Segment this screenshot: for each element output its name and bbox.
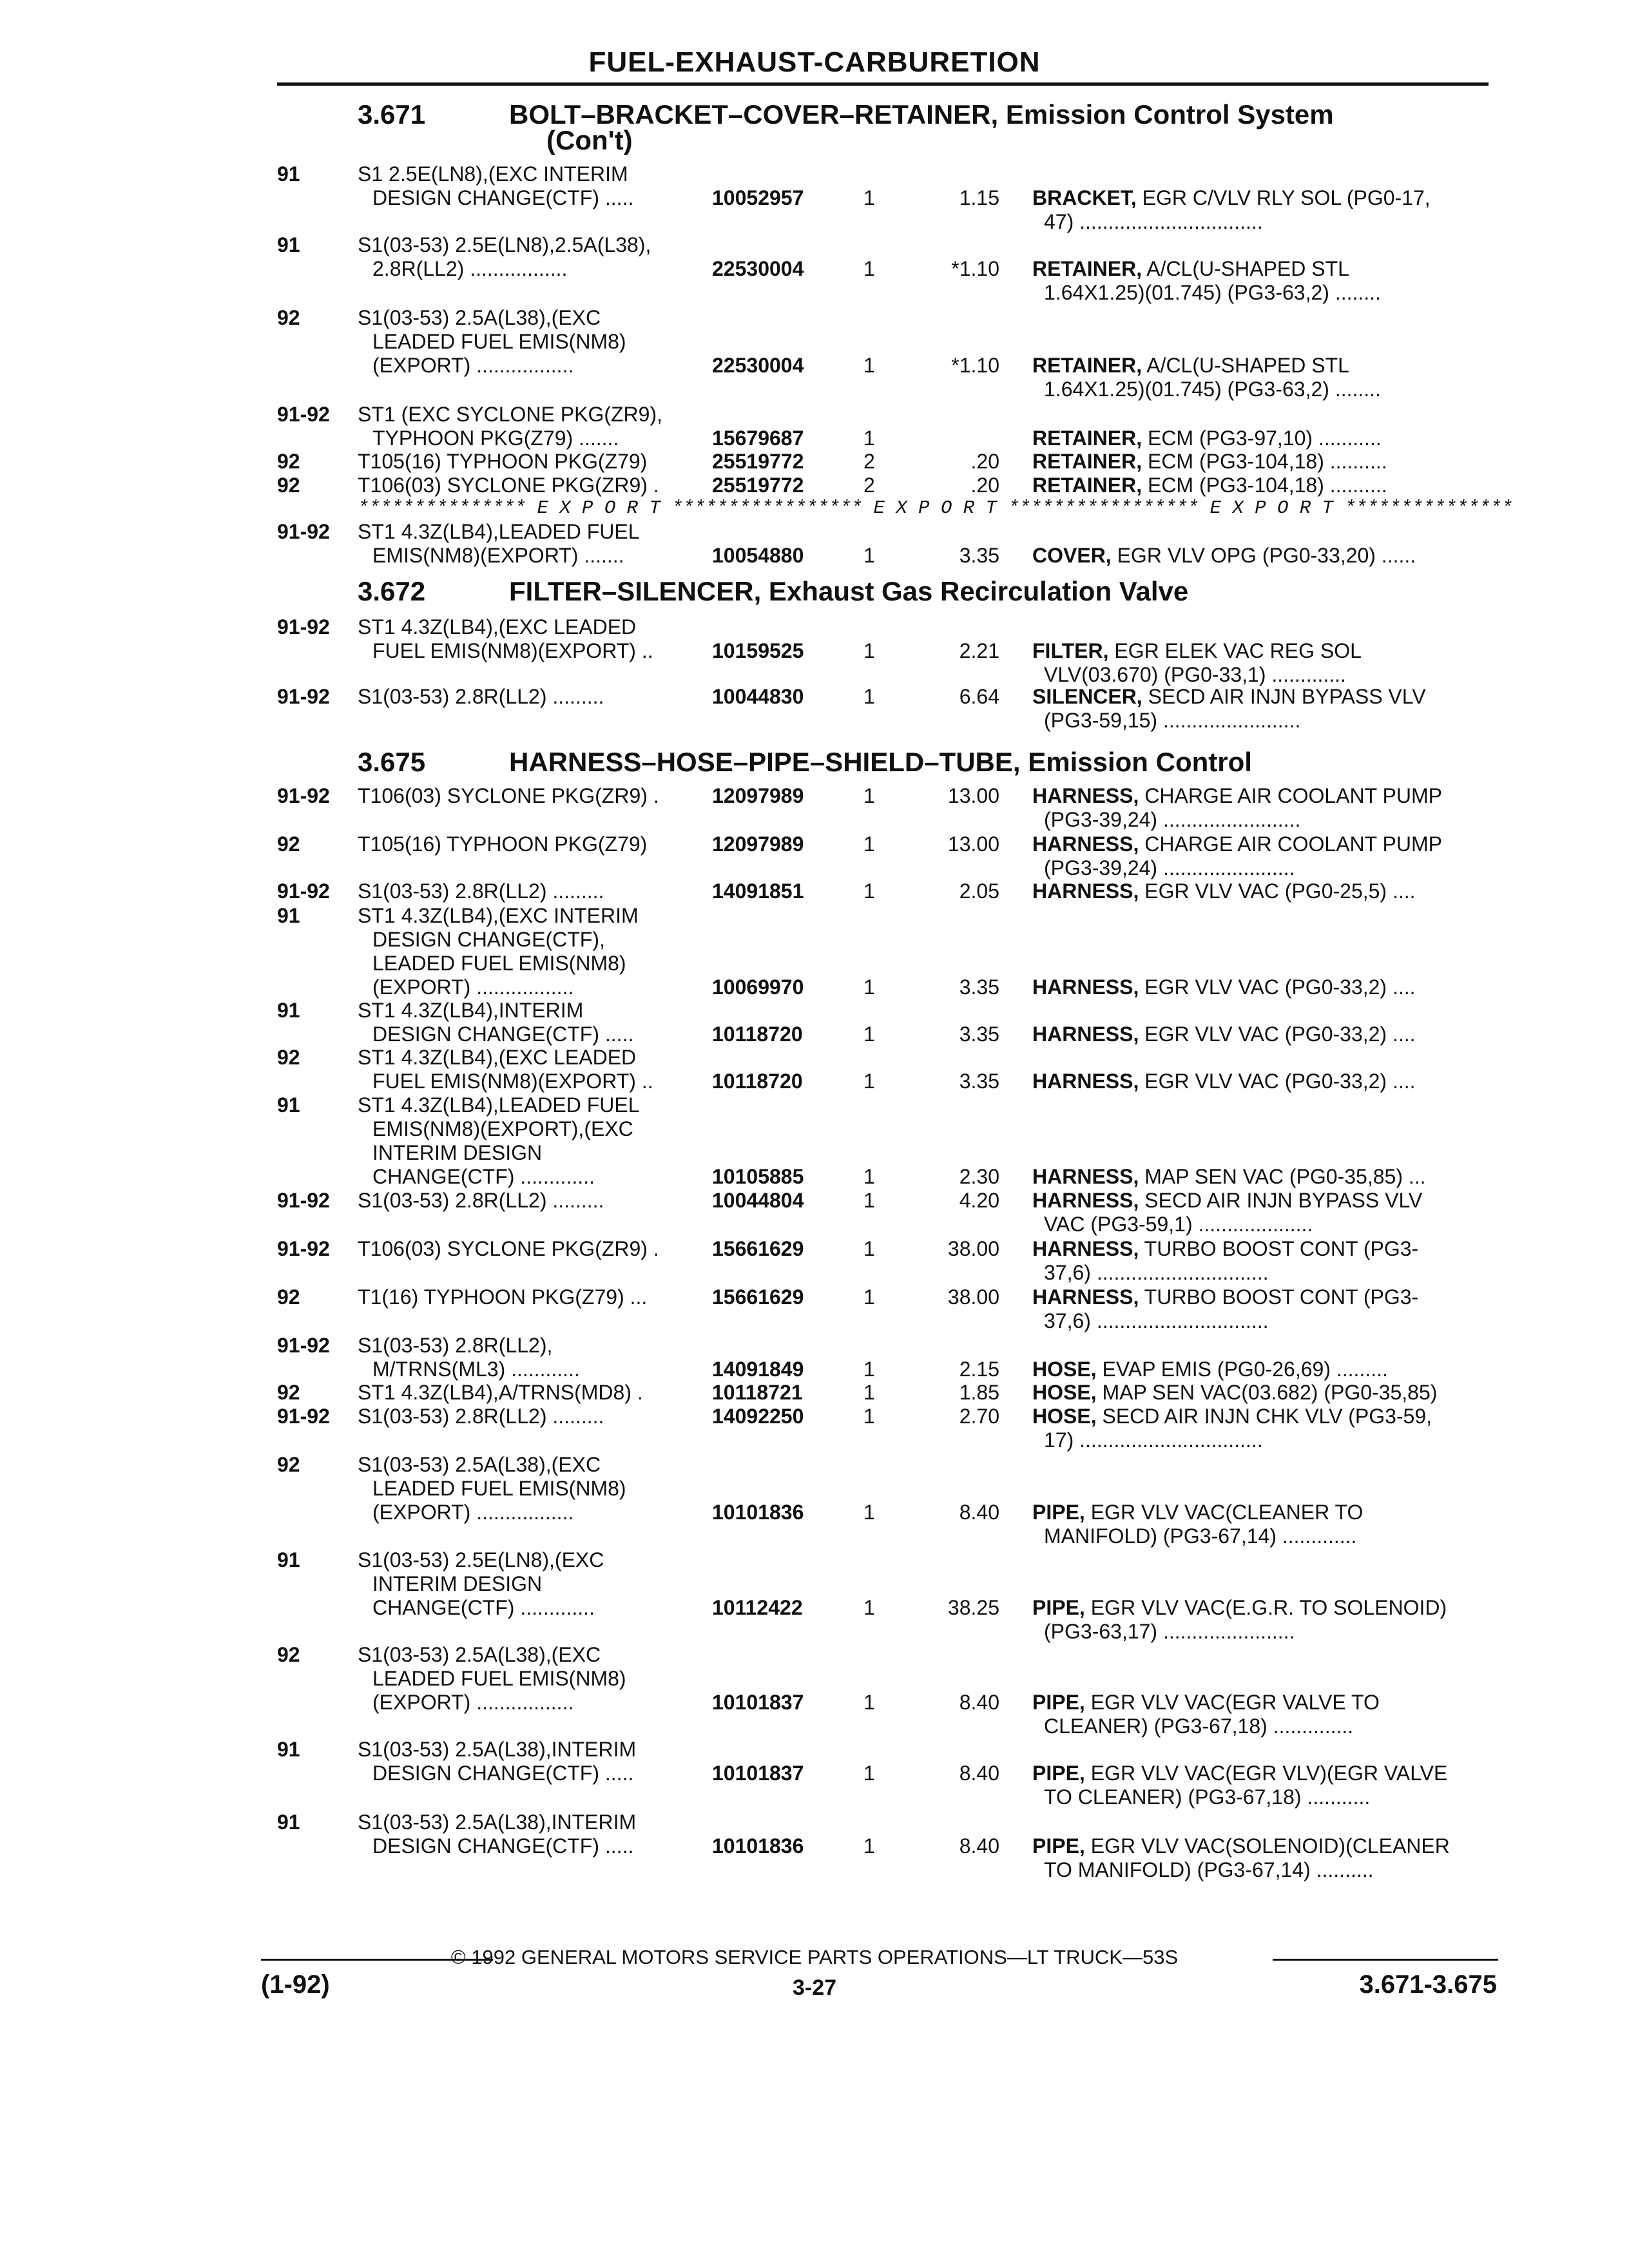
part-number: 25519772 bbox=[712, 474, 804, 497]
quantity: 1 bbox=[863, 784, 875, 807]
entry-year: 91 bbox=[277, 1811, 300, 1834]
section-number: 3.671 bbox=[358, 99, 426, 130]
item-description-line: MANIFOLD) (PG3-67,14) ............. bbox=[1044, 1524, 1357, 1548]
item-name: HARNESS, bbox=[1032, 975, 1139, 999]
price: 3.35 bbox=[959, 1070, 999, 1093]
entry-description-line: ST1 4.3Z(LB4),(EXC LEADED bbox=[358, 615, 637, 639]
quantity: 1 bbox=[863, 1237, 875, 1260]
entry-description-line: EMIS(NM8)(EXPORT),(EXC bbox=[372, 1117, 633, 1140]
part-number: 10112422 bbox=[712, 1596, 803, 1619]
item-detail: EGR VLV VAC (PG0-33,2) .... bbox=[1139, 975, 1416, 999]
part-number: 10118720 bbox=[712, 1070, 803, 1093]
part-number: 14091849 bbox=[712, 1358, 804, 1381]
price: 38.00 bbox=[947, 1237, 999, 1260]
item-detail: TURBO BOOST CONT (PG3- bbox=[1139, 1285, 1419, 1309]
entry-description-line: (EXPORT) ................. bbox=[372, 354, 574, 377]
part-number: 22530004 bbox=[712, 354, 804, 377]
entry-year: 92 bbox=[277, 1643, 300, 1666]
item-name: HARNESS, bbox=[1032, 784, 1139, 807]
section-title: HARNESS–HOSE–PIPE–SHIELD–TUBE, Emission Control bbox=[509, 747, 1252, 777]
entry-description-line: INTERIM DESIGN bbox=[372, 1141, 543, 1164]
item-name: BRACKET, bbox=[1032, 186, 1137, 209]
item-name: RETAINER, bbox=[1032, 450, 1142, 473]
entry-description-line: DESIGN CHANGE(CTF) ..... bbox=[372, 186, 634, 209]
part-number: 12097989 bbox=[712, 784, 804, 807]
quantity: 1 bbox=[863, 975, 875, 999]
entry-year: 91 bbox=[277, 1738, 300, 1761]
item-description-line: (PG3-39,24) ....................... bbox=[1044, 856, 1295, 879]
section-number: 3.675 bbox=[358, 747, 426, 777]
entry-description-line: LEADED FUEL EMIS(NM8) bbox=[372, 1667, 626, 1690]
quantity: 1 bbox=[863, 1762, 875, 1785]
price: 8.40 bbox=[959, 1501, 999, 1524]
item-description-line bbox=[1032, 784, 1442, 808]
part-number: 10118720 bbox=[712, 1023, 803, 1046]
price: 8.40 bbox=[959, 1691, 999, 1714]
part-number: 12097989 bbox=[712, 832, 804, 856]
item-detail: EGR ELEK VAC REG SOL bbox=[1108, 639, 1362, 662]
price: 2.30 bbox=[959, 1165, 999, 1188]
entry-year: 92 bbox=[277, 1285, 300, 1309]
item-description-line: 37,6) .............................. bbox=[1044, 1261, 1269, 1284]
item-name: PIPE, bbox=[1032, 1762, 1085, 1785]
part-number: 10044830 bbox=[712, 685, 804, 708]
entry-year: 91-92 bbox=[277, 1237, 330, 1260]
entry-year: 91-92 bbox=[277, 1334, 330, 1357]
quantity: 1 bbox=[863, 1834, 875, 1858]
entry-description-line: DESIGN CHANGE(CTF) ..... bbox=[372, 1023, 634, 1046]
entry-description-line: 2.8R(LL2) ................. bbox=[372, 257, 568, 280]
entry-description-line: S1(03-53) 2.8R(LL2) ......... bbox=[358, 1189, 604, 1212]
entry-year: 92 bbox=[277, 450, 300, 473]
item-description-line bbox=[1032, 427, 1382, 450]
export-separator: *************** E X P O R T ***************** E X P O R T ***************** E X P O R T *************** bbox=[358, 497, 1513, 519]
item-detail: EGR C/VLV RLY SOL (PG0-17, bbox=[1136, 186, 1431, 209]
item-name: PIPE, bbox=[1032, 1501, 1085, 1524]
item-description-line bbox=[1032, 257, 1349, 281]
item-detail: EGR VLV VAC(EGR VALVE TO bbox=[1084, 1691, 1380, 1714]
entry-year: 91-92 bbox=[277, 615, 330, 639]
item-detail: EGR VLV OPG (PG0-33,20) ...... bbox=[1111, 544, 1416, 567]
item-description-line bbox=[1032, 1165, 1426, 1189]
part-number: 15679687 bbox=[712, 427, 804, 450]
item-description-line: (PG3-63,17) ....................... bbox=[1044, 1620, 1295, 1643]
part-number: 10069970 bbox=[712, 975, 804, 999]
entry-description-line: ST1 4.3Z(LB4),LEADED FUEL bbox=[358, 1093, 640, 1117]
part-number: 10101837 bbox=[712, 1762, 804, 1785]
item-description-line: TO MANIFOLD) (PG3-67,14) .......... bbox=[1044, 1858, 1374, 1881]
entry-year: 91-92 bbox=[277, 1189, 330, 1212]
part-number: 10105885 bbox=[712, 1165, 804, 1188]
part-number: 10052957 bbox=[712, 186, 804, 209]
quantity: 1 bbox=[863, 1596, 875, 1619]
entry-description-line: S1(03-53) 2.5A(L38),(EXC bbox=[358, 306, 601, 329]
item-detail: MAP SEN VAC (PG0-35,85) ... bbox=[1139, 1165, 1426, 1188]
item-description-line bbox=[1032, 1237, 1418, 1261]
item-detail: EVAP EMIS (PG0-26,69) ......... bbox=[1096, 1358, 1388, 1381]
item-description-line: 47) ................................ bbox=[1044, 210, 1263, 233]
footer-copyright: © 1992 GENERAL MOTORS SERVICE PARTS OPERATIONS—LT TRUCK—53S bbox=[450, 1946, 1179, 1968]
item-detail: SECD AIR INJN BYPASS VLV bbox=[1139, 1189, 1423, 1212]
section-continued: (Con't) bbox=[546, 125, 633, 155]
entry-description-line: (EXPORT) ................. bbox=[372, 975, 574, 999]
price: 13.00 bbox=[947, 784, 999, 807]
entry-year: 91-92 bbox=[277, 784, 330, 807]
item-description-line: VLV(03.670) (PG0-33,1) ............. bbox=[1044, 663, 1346, 686]
entry-year: 92 bbox=[277, 832, 300, 856]
entry-description-line: T105(16) TYPHOON PKG(Z79) bbox=[358, 832, 648, 856]
part-number: 10101836 bbox=[712, 1834, 804, 1858]
entry-description-line: (EXPORT) ................. bbox=[372, 1501, 574, 1524]
price: 38.00 bbox=[947, 1285, 999, 1309]
entry-description-line: S1(03-53) 2.8R(LL2) ......... bbox=[358, 685, 604, 708]
entry-description-line: TYPHOON PKG(Z79) ....... bbox=[372, 427, 619, 450]
part-number: 15661629 bbox=[712, 1237, 804, 1260]
price: 1.85 bbox=[959, 1381, 999, 1404]
part-number: 10101837 bbox=[712, 1691, 804, 1714]
item-name: PIPE, bbox=[1032, 1596, 1085, 1619]
entry-description-line: T106(03) SYCLONE PKG(ZR9) . bbox=[358, 784, 659, 807]
item-description-line bbox=[1032, 1501, 1363, 1524]
item-name: PIPE, bbox=[1032, 1834, 1085, 1858]
entry-year: 91-92 bbox=[277, 520, 330, 543]
quantity: 1 bbox=[863, 1358, 875, 1381]
item-description-line bbox=[1032, 544, 1416, 568]
item-description-line bbox=[1032, 1023, 1416, 1046]
price: 8.40 bbox=[959, 1834, 999, 1858]
entry-description-line: S1(03-53) 2.5A(L38),(EXC bbox=[358, 1453, 601, 1476]
quantity: 1 bbox=[863, 1501, 875, 1524]
price: *1.10 bbox=[951, 257, 999, 280]
quantity: 1 bbox=[863, 257, 875, 280]
item-description-line: 1.64X1.25)(01.745) (PG3-63,2) ........ bbox=[1044, 281, 1381, 304]
quantity: 1 bbox=[863, 1381, 875, 1404]
entry-year: 92 bbox=[277, 1046, 300, 1069]
entry-description-line: ST1 (EXC SYCLONE PKG(ZR9), bbox=[358, 403, 662, 426]
entry-description-line: ST1 4.3Z(LB4),INTERIM bbox=[358, 999, 584, 1022]
quantity: 1 bbox=[863, 354, 875, 377]
item-detail: EGR VLV VAC(EGR VLV)(EGR VALVE bbox=[1084, 1762, 1448, 1785]
entry-year: 91 bbox=[277, 233, 300, 256]
item-description-line: 37,6) .............................. bbox=[1044, 1309, 1269, 1332]
quantity: 1 bbox=[863, 832, 875, 856]
price: *1.10 bbox=[951, 354, 999, 377]
item-name: HARNESS, bbox=[1032, 1237, 1139, 1260]
item-description-line bbox=[1032, 354, 1349, 378]
price: 38.25 bbox=[947, 1596, 999, 1619]
part-number: 14091851 bbox=[712, 879, 804, 903]
item-detail: EGR VLV VAC(CLEANER TO bbox=[1084, 1501, 1364, 1524]
quantity: 1 bbox=[863, 427, 875, 450]
item-detail: A/CL(U-SHAPED STL bbox=[1142, 354, 1349, 377]
entry-description-line: S1(03-53) 2.5A(L38),(EXC bbox=[358, 1643, 601, 1666]
price: 2.05 bbox=[959, 879, 999, 903]
quantity: 1 bbox=[863, 1189, 875, 1212]
entry-description-line: FUEL EMIS(NM8)(EXPORT) .. bbox=[372, 1070, 653, 1093]
entry-description-line: LEADED FUEL EMIS(NM8) bbox=[372, 330, 626, 353]
entry-year: 91 bbox=[277, 999, 300, 1022]
quantity: 1 bbox=[863, 1070, 875, 1093]
price: 3.35 bbox=[959, 544, 999, 567]
entry-description-line: T1(16) TYPHOON PKG(Z79) ... bbox=[358, 1285, 648, 1309]
entry-year: 91 bbox=[277, 1093, 300, 1117]
entry-description-line: T106(03) SYCLONE PKG(ZR9) . bbox=[358, 1237, 659, 1260]
entry-description-line: S1(03-53) 2.5A(L38),INTERIM bbox=[358, 1738, 637, 1761]
entry-year: 92 bbox=[277, 474, 300, 497]
entry-description-line: M/TRNS(ML3) ............ bbox=[372, 1358, 580, 1381]
entry-description-line: LEADED FUEL EMIS(NM8) bbox=[372, 1477, 626, 1500]
footer-page-number: 3-27 bbox=[792, 1975, 837, 2000]
item-description-line: (PG3-39,24) ........................ bbox=[1044, 808, 1301, 831]
item-description-line bbox=[1032, 1762, 1447, 1785]
section-number: 3.672 bbox=[358, 576, 426, 606]
section-title: BOLT–BRACKET–COVER–RETAINER, Emission Control System bbox=[509, 99, 1334, 130]
entry-year: 92 bbox=[277, 1381, 300, 1404]
quantity: 1 bbox=[863, 1285, 875, 1309]
entry-description-line: EMIS(NM8)(EXPORT) ....... bbox=[372, 544, 624, 567]
item-description-line bbox=[1032, 1834, 1450, 1858]
item-detail: EGR VLV VAC (PG0-25,5) .... bbox=[1139, 879, 1416, 903]
quantity: 2 bbox=[863, 450, 875, 473]
part-number: 10054880 bbox=[712, 544, 804, 567]
item-detail: EGR VLV VAC(SOLENOID)(CLEANER bbox=[1084, 1834, 1450, 1858]
price: 3.35 bbox=[959, 1023, 999, 1046]
item-name: HARNESS, bbox=[1032, 1285, 1139, 1309]
item-name: RETAINER, bbox=[1032, 474, 1142, 497]
entry-year: 91-92 bbox=[277, 879, 330, 903]
entry-description-line: INTERIM DESIGN bbox=[372, 1572, 543, 1595]
item-description-line bbox=[1032, 1596, 1447, 1620]
part-number: 15661629 bbox=[712, 1285, 804, 1309]
item-description-line: (PG3-59,15) ........................ bbox=[1044, 709, 1301, 732]
quantity: 1 bbox=[863, 639, 875, 662]
quantity: 1 bbox=[863, 1691, 875, 1714]
part-number: 10118721 bbox=[712, 1381, 803, 1404]
footer-date: (1-92) bbox=[261, 1970, 330, 1999]
item-detail: SECD AIR INJN BYPASS VLV bbox=[1142, 685, 1426, 708]
item-description-line bbox=[1032, 832, 1442, 856]
price: .20 bbox=[970, 474, 999, 497]
part-number: 22530004 bbox=[712, 257, 804, 280]
item-description-line bbox=[1032, 1381, 1437, 1405]
part-number: 10101836 bbox=[712, 1501, 804, 1524]
item-description-line: VAC (PG3-59,1) .................... bbox=[1044, 1213, 1313, 1236]
item-description-line bbox=[1032, 1070, 1416, 1093]
page-header-title: FUEL-EXHAUST-CARBURETION bbox=[588, 46, 1041, 78]
entry-description-line: S1(03-53) 2.5E(LN8),(EXC bbox=[358, 1548, 604, 1571]
entry-description-line: CHANGE(CTF) ............. bbox=[372, 1165, 595, 1188]
price: .20 bbox=[970, 450, 999, 473]
entry-description-line: S1(03-53) 2.5A(L38),INTERIM bbox=[358, 1811, 637, 1834]
entry-year: 92 bbox=[277, 1453, 300, 1476]
item-detail: CHARGE AIR COOLANT PUMP bbox=[1139, 784, 1442, 807]
item-detail: ECM (PG3-104,18) .......... bbox=[1142, 474, 1387, 497]
item-name: HOSE, bbox=[1032, 1358, 1097, 1381]
entry-description-line: S1(03-53) 2.8R(LL2) ......... bbox=[358, 1405, 604, 1428]
entry-description-line: FUEL EMIS(NM8)(EXPORT) .. bbox=[372, 639, 653, 662]
item-detail: SECD AIR INJN CHK VLV (PG3-59, bbox=[1096, 1405, 1432, 1428]
entry-description-line: S1 2.5E(LN8),(EXC INTERIM bbox=[358, 162, 628, 186]
quantity: 1 bbox=[863, 186, 875, 209]
price: 8.40 bbox=[959, 1762, 999, 1785]
item-description-line bbox=[1032, 1405, 1432, 1428]
item-description-line bbox=[1032, 879, 1416, 903]
price: 2.15 bbox=[959, 1358, 999, 1381]
entry-description-line: T105(16) TYPHOON PKG(Z79) bbox=[358, 450, 648, 473]
entry-description-line: ST1 4.3Z(LB4),LEADED FUEL bbox=[358, 520, 640, 543]
item-name: HOSE, bbox=[1032, 1405, 1097, 1428]
entry-year: 91 bbox=[277, 904, 300, 927]
item-description-line bbox=[1032, 1189, 1422, 1213]
item-detail: ECM (PG3-97,10) ........... bbox=[1142, 427, 1382, 450]
item-description-line: CLEANER) (PG3-67,18) .............. bbox=[1044, 1715, 1354, 1738]
item-description-line bbox=[1032, 474, 1387, 497]
item-detail: EGR VLV VAC (PG0-33,2) .... bbox=[1139, 1070, 1416, 1093]
quantity: 1 bbox=[863, 685, 875, 708]
quantity: 1 bbox=[863, 1165, 875, 1188]
quantity: 1 bbox=[863, 879, 875, 903]
entry-description-line: (EXPORT) ................. bbox=[372, 1691, 574, 1714]
item-name: SILENCER, bbox=[1032, 685, 1142, 708]
entry-description-line: CHANGE(CTF) ............. bbox=[372, 1596, 595, 1619]
part-number: 10044804 bbox=[712, 1189, 804, 1212]
item-detail: EGR VLV VAC(E.G.R. TO SOLENOID) bbox=[1084, 1596, 1447, 1619]
price: 2.70 bbox=[959, 1405, 999, 1428]
price: 1.15 bbox=[959, 186, 999, 209]
section-title: FILTER–SILENCER, Exhaust Gas Recirculation Valve bbox=[509, 576, 1189, 606]
item-description-line bbox=[1032, 1285, 1418, 1309]
item-detail: EGR VLV VAC (PG0-33,2) .... bbox=[1139, 1023, 1416, 1046]
item-description-line: 1.64X1.25)(01.745) (PG3-63,2) ........ bbox=[1044, 378, 1381, 401]
price: 2.21 bbox=[959, 639, 999, 662]
price: 6.64 bbox=[959, 685, 999, 708]
entry-year: 91 bbox=[277, 1548, 300, 1571]
entry-description-line: ST1 4.3Z(LB4),A/TRNS(MD8) . bbox=[358, 1381, 643, 1404]
item-name: RETAINER, bbox=[1032, 427, 1142, 450]
item-detail: TURBO BOOST CONT (PG3- bbox=[1139, 1237, 1419, 1260]
entry-description-line: S1(03-53) 2.8R(LL2), bbox=[358, 1334, 553, 1357]
entry-year: 92 bbox=[277, 306, 300, 329]
item-description-line bbox=[1032, 639, 1362, 663]
item-name: RETAINER, bbox=[1032, 257, 1142, 280]
item-detail: CHARGE AIR COOLANT PUMP bbox=[1139, 832, 1442, 856]
item-name: HARNESS, bbox=[1032, 832, 1139, 856]
item-description-line bbox=[1032, 450, 1387, 474]
item-name: HARNESS, bbox=[1032, 1070, 1139, 1093]
entry-description-line: DESIGN CHANGE(CTF), bbox=[372, 928, 605, 951]
header-rule bbox=[277, 82, 1489, 86]
entry-description-line: S1(03-53) 2.8R(LL2) ......... bbox=[358, 879, 604, 903]
entry-description-line: S1(03-53) 2.5E(LN8),2.5A(L38), bbox=[358, 233, 651, 256]
quantity: 2 bbox=[863, 474, 875, 497]
part-number: 25519772 bbox=[712, 450, 804, 473]
item-description-line bbox=[1032, 186, 1431, 210]
entry-year: 91 bbox=[277, 162, 300, 186]
entry-description-line: T106(03) SYCLONE PKG(ZR9) . bbox=[358, 474, 659, 497]
item-name: COVER, bbox=[1032, 544, 1112, 567]
price: 3.35 bbox=[959, 975, 999, 999]
item-name: HOSE, bbox=[1032, 1381, 1097, 1404]
part-number: 14092250 bbox=[712, 1405, 804, 1428]
item-detail: ECM (PG3-104,18) .......... bbox=[1142, 450, 1387, 473]
item-description-line bbox=[1032, 975, 1416, 999]
entry-description-line: LEADED FUEL EMIS(NM8) bbox=[372, 952, 626, 975]
quantity: 1 bbox=[863, 544, 875, 567]
quantity: 1 bbox=[863, 1405, 875, 1428]
footer-section-range: 3.671-3.675 bbox=[1359, 1970, 1497, 1999]
entry-description-line: DESIGN CHANGE(CTF) ..... bbox=[372, 1762, 634, 1785]
quantity: 1 bbox=[863, 1023, 875, 1046]
item-description-line bbox=[1032, 685, 1426, 709]
item-description-line: 17) ................................ bbox=[1044, 1428, 1263, 1452]
item-name: HARNESS, bbox=[1032, 1023, 1139, 1046]
price: 13.00 bbox=[947, 832, 999, 856]
item-name: PIPE, bbox=[1032, 1691, 1085, 1714]
item-description-line bbox=[1032, 1691, 1380, 1715]
part-number: 10159525 bbox=[712, 639, 804, 662]
item-name: FILTER, bbox=[1032, 639, 1109, 662]
entry-description-line: ST1 4.3Z(LB4),(EXC LEADED bbox=[358, 1046, 637, 1069]
price: 4.20 bbox=[959, 1189, 999, 1212]
item-name: RETAINER, bbox=[1032, 354, 1142, 377]
entry-year: 91-92 bbox=[277, 685, 330, 708]
entry-year: 91-92 bbox=[277, 403, 330, 426]
entry-description-line: ST1 4.3Z(LB4),(EXC INTERIM bbox=[358, 904, 639, 927]
item-detail: MAP SEN VAC(03.682) (PG0-35,85) bbox=[1096, 1381, 1438, 1404]
item-name: HARNESS, bbox=[1032, 1189, 1139, 1212]
item-name: HARNESS, bbox=[1032, 879, 1139, 903]
entry-year: 91-92 bbox=[277, 1405, 330, 1428]
item-name: HARNESS, bbox=[1032, 1165, 1139, 1188]
entry-description-line: DESIGN CHANGE(CTF) ..... bbox=[372, 1834, 634, 1858]
item-description-line bbox=[1032, 1358, 1388, 1381]
item-detail: A/CL(U-SHAPED STL bbox=[1142, 257, 1349, 280]
item-description-line: TO CLEANER) (PG3-67,18) ........... bbox=[1044, 1785, 1371, 1809]
